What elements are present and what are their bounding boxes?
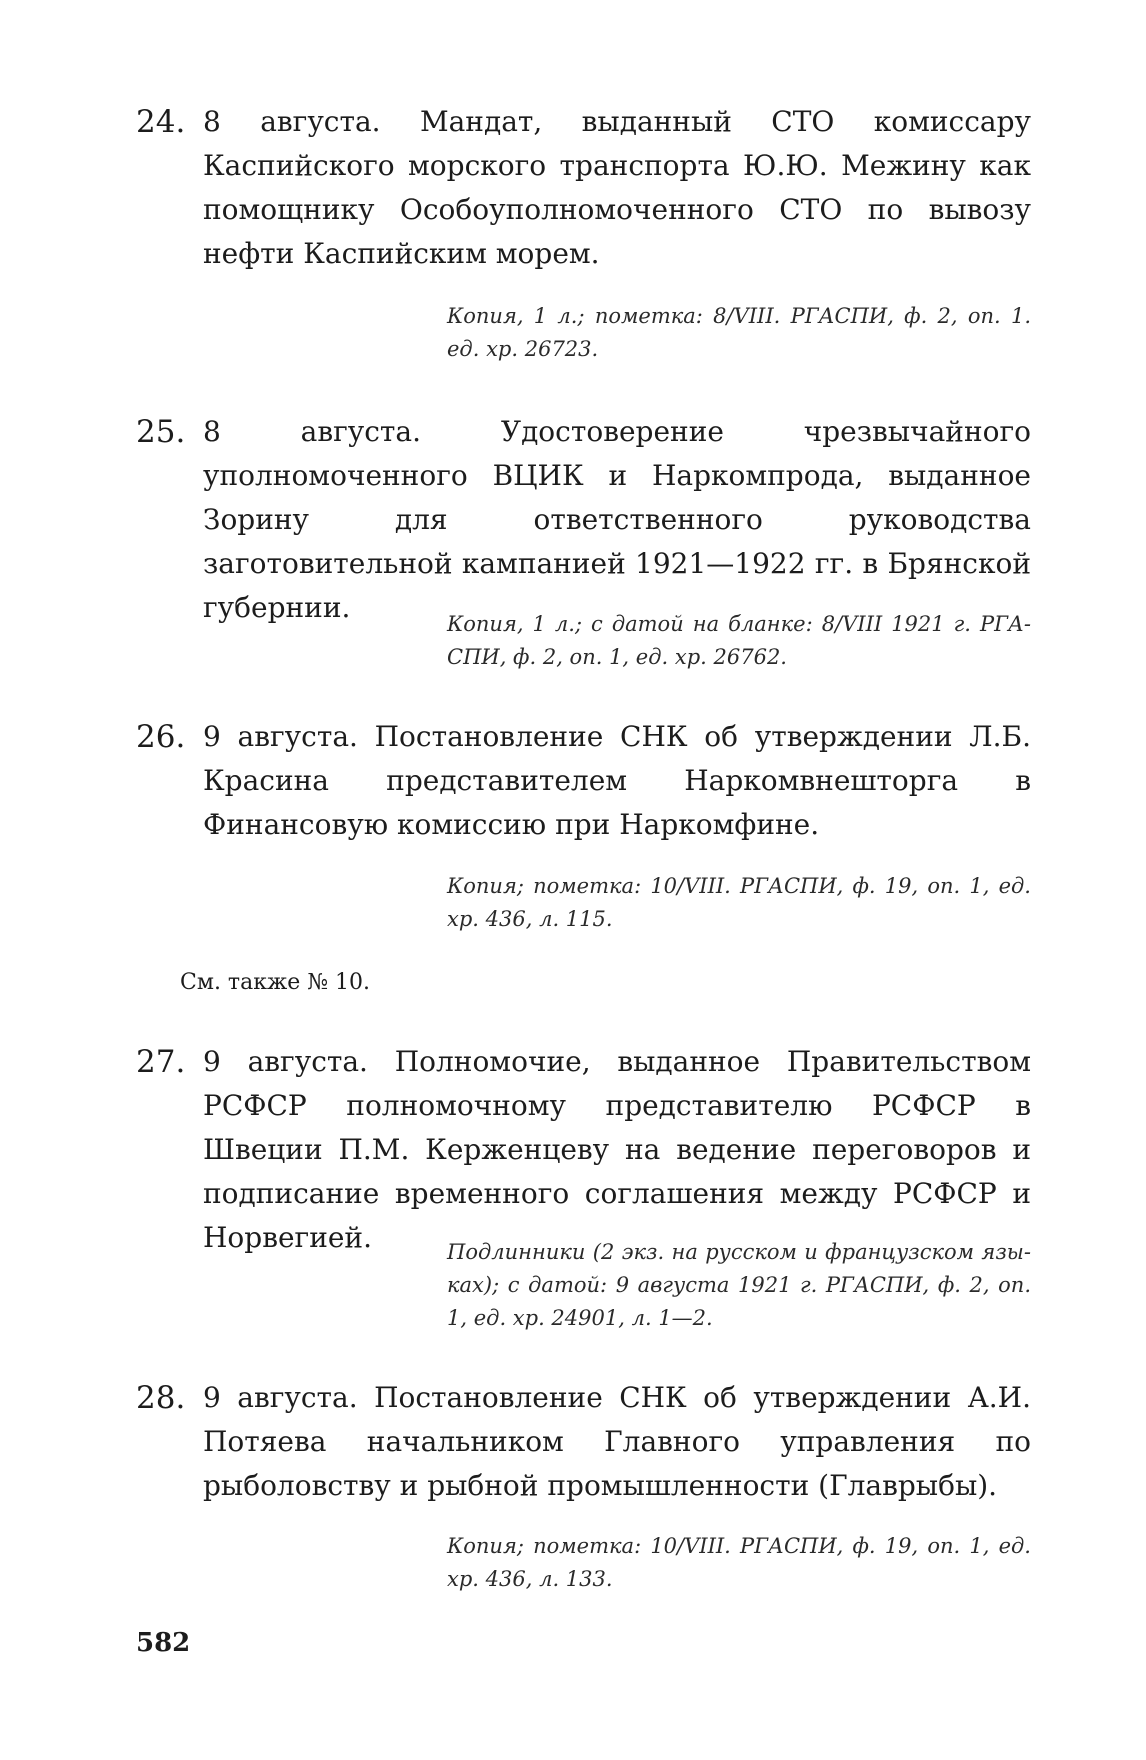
entry-text: 9 августа. Постановление СНК об утверждении А.И. Потяева начальником Главного управления по рыболовству и рыбной промышленности (Главрыбы).	[203, 1381, 1031, 1502]
entry-text: 9 августа. Постановление СНК об утверждении Л.Б. Красина представителем Наркомвнешторга в Финансовую комиссию при Наркомфине.	[203, 720, 1031, 841]
entry-text: 9 августа. Полномочие, выданное Правительством РСФСР полномочному представителю РСФСР в Швеции П.М. Керженцеву на ведение переговоров и подписание временного соглашения между РСФСР и Норвегией.	[203, 1045, 1031, 1254]
entry-number: 24.	[136, 104, 186, 140]
entry-number: 28.	[136, 1380, 186, 1416]
entry-27	[136, 1040, 1031, 1260]
entry-28	[136, 1376, 1031, 1508]
entry-26	[136, 715, 1031, 847]
entry-25	[136, 410, 1031, 630]
entry-number: 27.	[136, 1044, 186, 1080]
entry-text: 8 августа. Удостоверение чрезвычайного уполномоченного ВЦИК и Наркомпрода, выданное Зорину для ответственного руководства заготовительной кампанией 1921—1922 гг. в Брянской губернии.	[203, 415, 1031, 624]
entry-28-source: Копия; пометка: 10/VIII. РГАСПИ, ф. 19, оп. 1, ед. хр. 436, л. 133.	[447, 1534, 1031, 1591]
entry-26-source: Копия; пометка: 10/VIII. РГАСПИ, ф. 19, оп. 1, ед. хр. 436, л. 115.	[447, 874, 1031, 931]
entry-24	[136, 100, 1031, 276]
entry-text: 8 августа. Мандат, выданный СТО комиссару Каспийского морского транспорта Ю.Ю. Межину как помощнику Особоуполномоченного СТО по вывозу нефти Каспийским морем.	[203, 105, 1031, 270]
entry-25-source: Копия, 1 л.; с датой на бланке: 8/VIII 1921 г. РГАСПИ, ф. 2, оп. 1, ед. хр. 26762.	[447, 612, 1031, 669]
see-also-note: См. также № 10.	[180, 970, 371, 995]
entry-number: 25.	[136, 414, 186, 450]
page-number: 582	[136, 1628, 191, 1658]
entry-27-source: Подлинники (2 экз. на русском и французском языках); с датой: 9 августа 1921 г. РГАСПИ, ф. 2, оп. 1, ед. хр. 24901, л. 1—2.	[447, 1240, 1031, 1330]
entry-number: 26.	[136, 719, 186, 755]
entry-24-source: Копия, 1 л.; пометка: 8/VIII. РГАСПИ, ф. 2, оп. 1. ед. хр. 26723.	[447, 304, 1031, 361]
